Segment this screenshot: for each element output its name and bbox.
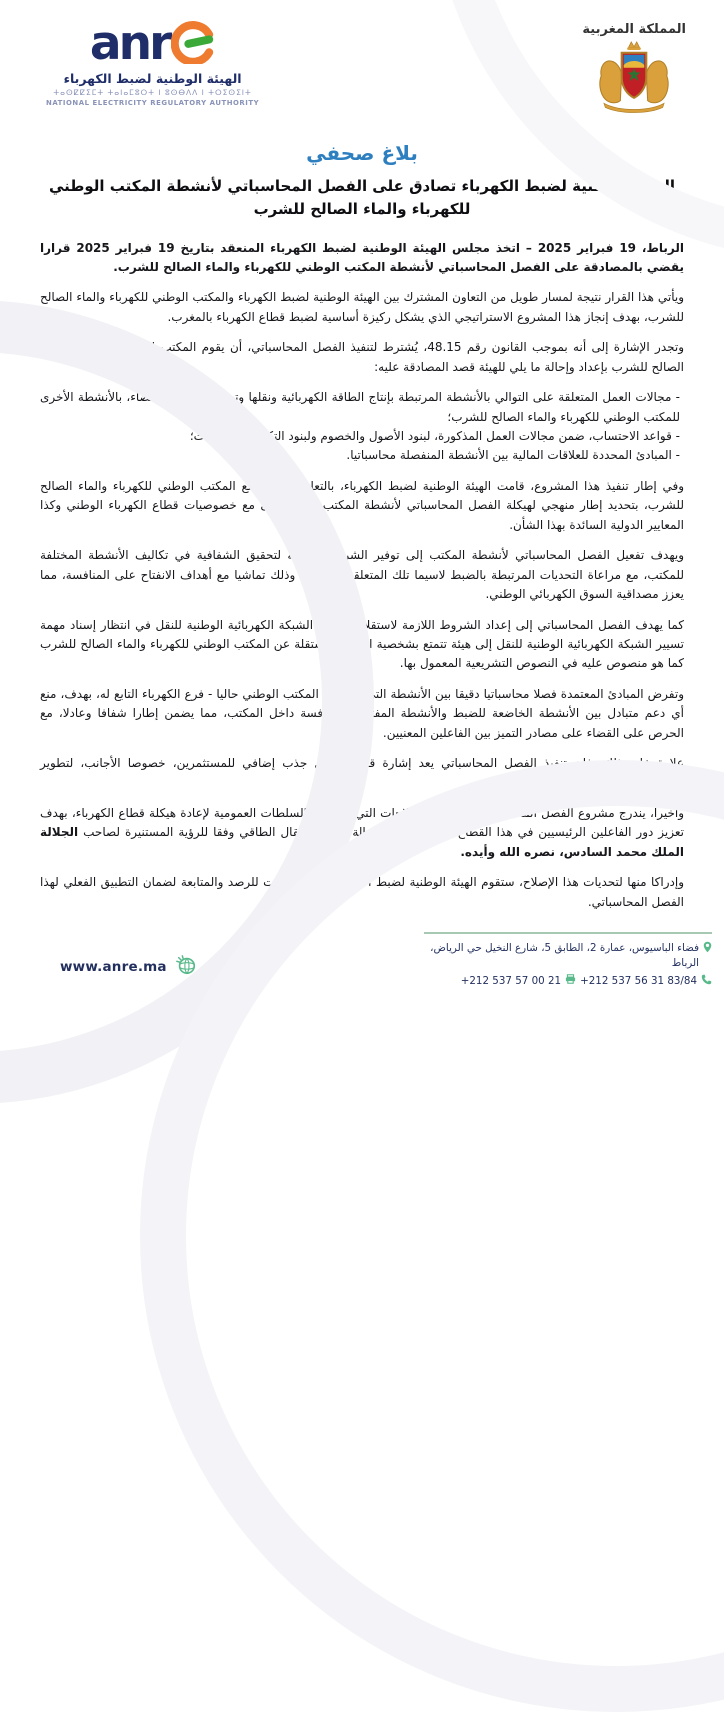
footer-address: فضاء الباسيوس، عمارة 2، الطابق 5، شارع النخيل حي الرياض، الرباط	[430, 942, 699, 970]
paragraph-dateline: الرباط، 19 فبراير 2025 – اتخذ مجلس الهيئة الوطنية لضبط الكهرباء المنعقد بتاريخ 19 فبراير 2025 قرارا يقضي بالمصادقة على الفصل المحاسباتي لأنشطة المكتب الوطني للكهرباء والماء الصالح للشرب.	[40, 240, 685, 274]
bullet-item: - قواعد الاحتساب، ضمن مجالات العمل المذكورة، لبنود الأصول والخصوم ولبنود التكاليف والعائدات؛	[189, 429, 680, 443]
press-release-kicker: بلاغ صحفي	[306, 141, 418, 165]
anre-name-tifinagh: ⵜⴰⵙⵇⵇⵉⵎⵜ ⵜⴰⵏⴰⵎⵓⵔⵜ ⵏ ⵓⵙⴱⴷⴷ ⵏ ⵜⵔⵉⵙⵉⵏⵜ	[53, 88, 252, 97]
headline: الهيئة الوطنية لضبط الكهرباء تصادق على الفصل المحاسباتي لأنشطة المكتب الوطني للكهرباء والماء الصالح للشرب	[48, 177, 676, 219]
footer-divider	[424, 932, 712, 934]
anre-wordmark-text: anr	[89, 16, 170, 72]
globe-click-icon	[175, 954, 197, 980]
anre-name-english: NATIONAL ELECTRICITY REGULATORY AUTHORITY	[46, 99, 260, 107]
phone-icon	[701, 974, 712, 988]
bullet-item: - مجالات العمل المتعلقة على التوالي بالأنشطة المرتبطة بإنتاج الطاقة الكهربائية ونقلها وتوزيعها، وعند الاقتضاء، بالأنشطة الأخرى للمكتب الوطني للكهرباء والماء الصالح للشرب؛	[40, 390, 680, 424]
paragraph: علاوة على ذلك، فإن تنفيذ الفصل المحاسباتي يعد إشارة قوية وعامل جذب إضافي للمستثمرين، خصوصا الأجانب، لتطوير مشاريعهم في المغرب.	[40, 756, 684, 790]
bullet-item: - المبادئ المحددة للعلاقات المالية بين الأنشطة المنفصلة محاسباتيا.	[346, 448, 680, 463]
paragraph: كما يهدف الفصل المحاسباتي إلى إعداد الشروط اللازمة لاستقلالية مسير الشبكة الكهربائية الوطنية للنقل في انتظار إسناد مهمة تسيير الشبكة الكهربائية الوطنية للنقل إلى هيئة تتمتع بشخصية اعتبارية مستقلة عن المكتب الوطني للكهرباء والماء الصالح للشرب كما هو منصوص عليه في النصوص التشريعية المعمول بها.	[40, 617, 684, 671]
footer-phones-line	[412, 974, 712, 988]
paragraph: ويأتي هذا القرار نتيجة لمسار طويل من التعاون المشترك بين الهيئة الوطنية لضبط الكهرباء والمكتب الوطني للكهرباء والماء الصالح للشرب، بهدف إنجاز هذا المشروع الاستراتيجي الذي يشكل ركيزة أساسية لضبط قطاع الكهرباء بالمغرب.	[40, 290, 684, 324]
header	[0, 0, 724, 119]
bullet-list	[40, 388, 684, 466]
paragraph: ويهدف تفعيل الفصل المحاسباتي لأنشطة المكتب إلى توفير الشروط اللازمة لتحقيق الشفافية في تكاليف الأنشطة المختلفة للمكتب، مع مراعاة التحديات المرتبطة بالضبط لاسيما تلك المتعلقة بالتعريفة وذلك تماشيا مع أهداف الانفتاح على المنافسة، مما يعزز مصداقية السوق الكهربائي الوطني.	[40, 548, 684, 602]
fax-icon	[565, 974, 576, 987]
paragraph-royal-bold: الجلالة الملك محمد السادس، نصره الله وأيده.	[40, 825, 684, 859]
footer-address-line	[412, 941, 712, 972]
anre-e-glyph-icon	[169, 20, 215, 68]
paragraph-royal-text: وأخيرا، يندرج مشروع الفصل المحاسباتي في إطار الإصلاحات التي تقوم بها السلطات العمومية لإعادة هيكلة قطاع الكهرباء، بهدف تعزيز دور الفاعلين الرئيسيين في هذا القطاع وجعلهم أدوات فعالة لنجاح الانتقال الطاقي وفقا للرؤية المستنيرة لصاحب	[40, 806, 684, 840]
footer	[0, 932, 724, 1024]
anre-wordmark	[89, 16, 215, 72]
paragraph-royal	[40, 804, 684, 862]
paragraph: وفي إطار تنفيذ هذا المشروع، قامت الهيئة الوطنية لضبط الكهرباء، بالتعاون الوثيق مع المكتب الوطني للكهرباء والماء الصالح للشرب، بتحديد إطار منهجي لهيكلة الفصل المحاسباتي لأنشطة المكتب بما يتماشى مع خصوصيات قطاع الكهرباء الوطني وكذا المعايير الدولية السائدة بهذا الشأن.	[40, 478, 684, 532]
anre-logo	[46, 16, 260, 107]
footer-website-block	[60, 954, 197, 980]
kingdom-label: المملكة المغربية	[582, 22, 686, 37]
anre-name-arabic: الهيئة الوطنية لضبط الكهرباء	[63, 71, 242, 86]
paragraph: وتجدر الإشارة إلى أنه بموجب القانون رقم 48.15، يُشترط لتنفيذ الفصل المحاسباتي، أن يقوم المكتب الوطني للكهرباء والماء الصالح للشرب بإعداد وإحالة ما يلي للهيئة قصد المصادقة عليه:	[40, 340, 684, 374]
kingdom-emblem-block	[582, 20, 686, 119]
morocco-coat-of-arms-icon	[593, 37, 675, 119]
footer-fax-number: +212 537 57 00 21	[460, 974, 562, 987]
website-link[interactable]: www.anre.ma	[60, 959, 167, 975]
location-pin-icon	[703, 941, 712, 958]
paragraph: وإدراكا منها لتحديات هذا الإصلاح، ستقوم الهيئة الوطنية لضبط الكهرباء بإحداث آليات للرصد والمتابعة لضمان التطبيق الفعلي لهذا الفصل المحاسباتي.	[40, 875, 684, 909]
paragraph: وتفرض المبادئ المعتمدة فصلا محاسباتيا دقيقا بين الأنشطة التي يمارسها المكتب الوطني حاليا - فرع الكهرباء التابع له، بهدف، منع أي دعم متبادل بين الأنشطة الخاضعة للضبط والأنشطة المفتوحة للمنافسة داخل المكتب، مما يضمن إطارا شفافا وعادلا، مع الحرص على القضاء على مصادر التميز بين الفاعلين المعنيين.	[40, 686, 684, 740]
footer-phone-number: +212 537 56 31 83/84	[580, 974, 697, 987]
footer-contact-block	[412, 932, 712, 988]
document-body	[0, 222, 724, 913]
